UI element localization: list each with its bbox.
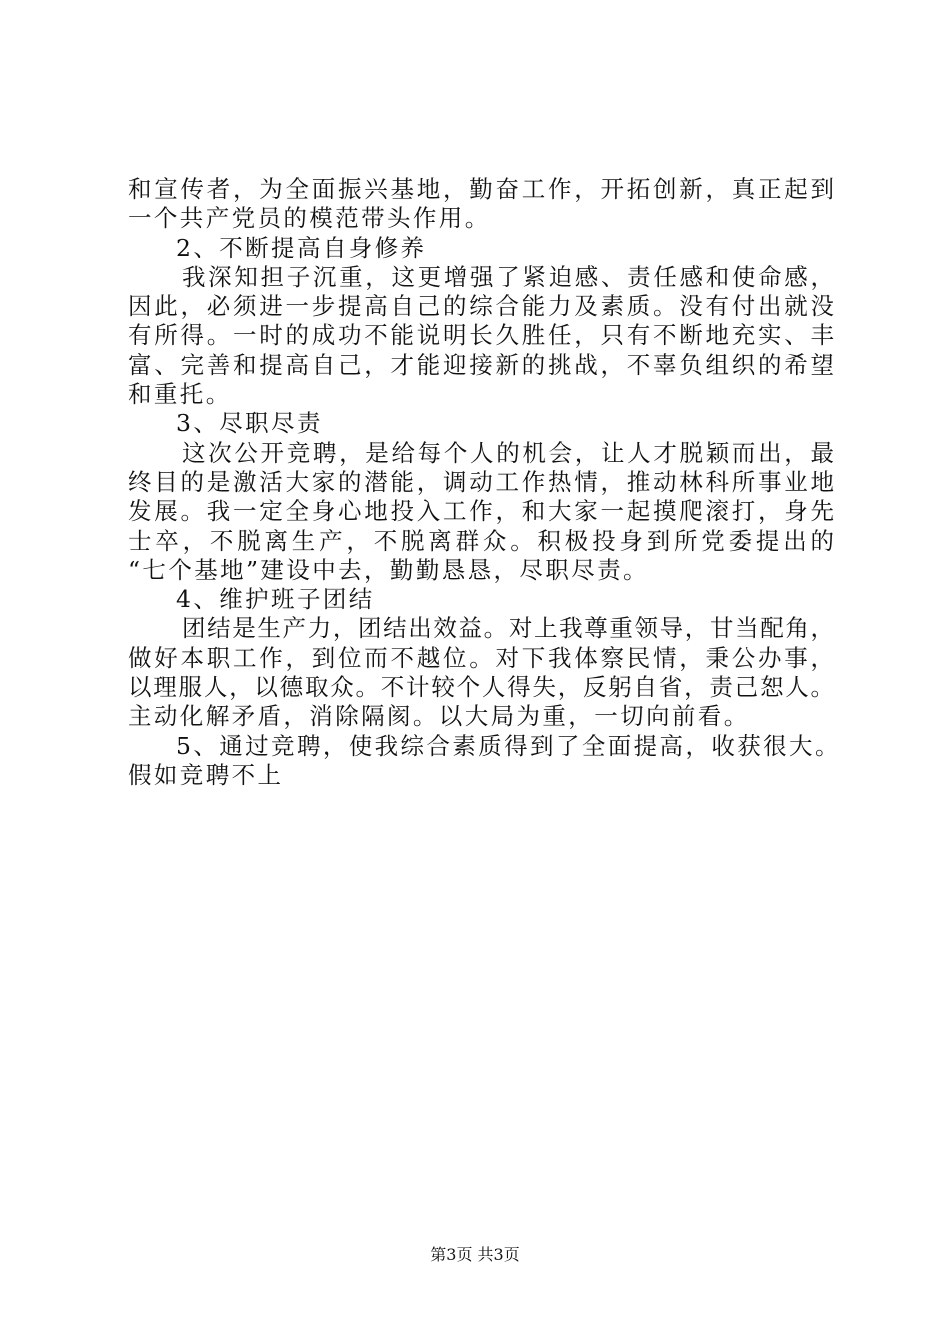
text-line: 假如竞聘不上 — [128, 760, 284, 789]
text-line: 做好本职工作，到位而不越位。对下我体察民情，秉公办事， — [128, 643, 834, 672]
section-heading: 5、通过竞聘，使我综合素质得到了全面提高，收获很大。 — [176, 731, 841, 760]
text-line: 发展。我一定全身心地投入工作，和大家一起摸爬滚打，身先 — [128, 497, 834, 526]
text-line: 有所得。一时的成功不能说明长久胜任，只有不断地充实、丰 — [128, 321, 834, 350]
section-heading: 4、维护班子团结 — [176, 585, 375, 614]
text-line: 主动化解矛盾，消除隔阂。以大局为重，一切向前看。 — [128, 702, 750, 731]
text-line: 团结是生产力，团结出效益。对上我尊重领导，甘当配角， — [182, 614, 834, 643]
text-line: 和宣传者，为全面振兴基地，勤奋工作，开拓创新，真正起到 — [128, 175, 834, 203]
text-line: “七个基地”建设中去，勤勤恳恳，尽职尽责。 — [128, 555, 649, 584]
text-line: 富、完善和提高自己，才能迎接新的挑战，不辜负组织的希望 — [128, 350, 834, 379]
document-body — [128, 175, 841, 790]
text-line: 我深知担子沉重，这更增强了紧迫感、责任感和使命感， — [182, 262, 834, 291]
text-line: 这次公开竞聘，是给每个人的机会，让人才脱颖而出，最 — [182, 438, 834, 467]
section-heading: 2、不断提高自身修养 — [176, 233, 427, 262]
page-footer: 第3页 共3页 — [430, 1245, 520, 1264]
text-line: 以理服人，以德取众。不计较个人得失，反躬自省，责己恕人。 — [128, 673, 834, 702]
text-line: 因此，必须进一步提高自己的综合能力及素质。没有付出就没 — [128, 292, 834, 321]
section-heading: 3、尽职尽责 — [176, 409, 323, 438]
text-line: 一个共产党员的模范带头作用。 — [128, 204, 491, 233]
text-line: 士卒，不脱离生产，不脱离群众。积极投身到所党委提出的 — [128, 526, 834, 555]
text-line: 和重托。 — [128, 380, 232, 409]
text-line: 终目的是激活大家的潜能，调动工作热情，推动林科所事业地 — [128, 467, 834, 496]
